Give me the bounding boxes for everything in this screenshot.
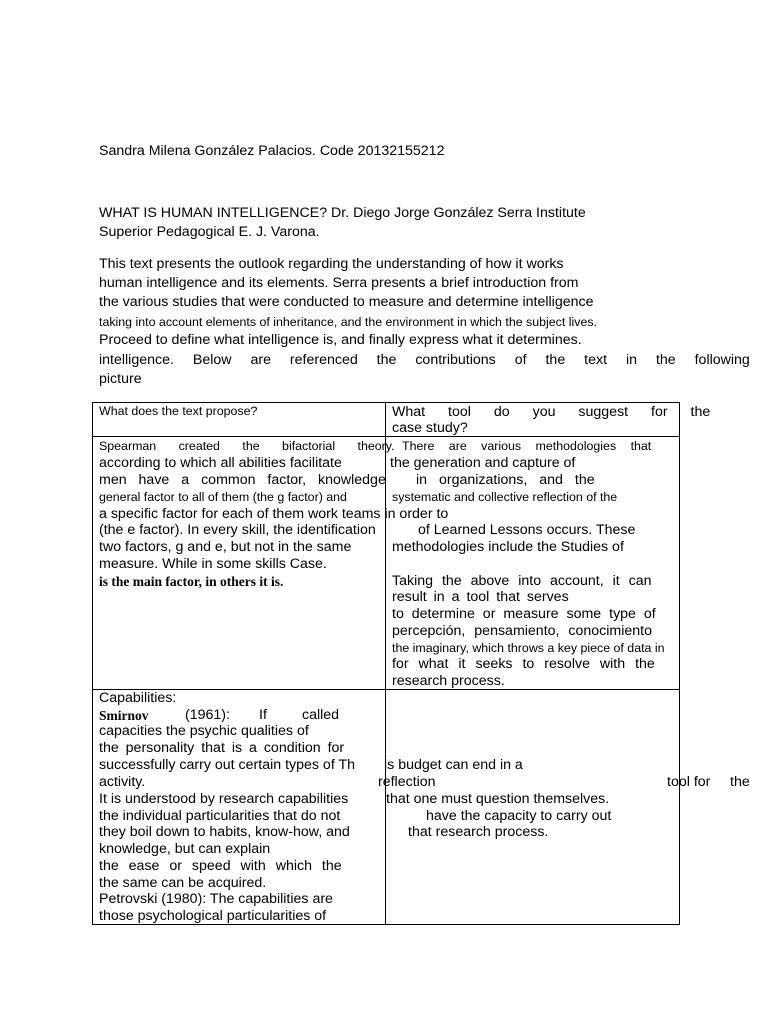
row1-left-line: according to which all abilities facilitate (99, 455, 342, 471)
intro-line: human intelligence and its elements. Serra presents a brief introduction from (99, 275, 579, 291)
row1-right-line: result in a tool that serves (392, 589, 569, 605)
intro-line-justified (99, 352, 750, 369)
row2-right-line: is budget can end in a (384, 757, 523, 773)
row1-left-line: measure. While in some skills Case. (99, 556, 327, 572)
row1-right-line: the generation and capture of (390, 455, 576, 471)
row2-right-line: have the capacity to carry out (426, 808, 612, 824)
row2-right-word: tool for (667, 774, 711, 790)
row1-right-line: There are various methodologies that (402, 439, 652, 453)
row1-right-line: Taking the above into account, it can (392, 573, 652, 589)
row1-left-line: general factor to all of them (the g factor) and (99, 490, 347, 504)
intro-line: Proceed to define what intelligence is, and finally express what it determines. (99, 332, 582, 348)
intro-line: the various studies that were conducted to measure and determine intelligence (99, 294, 594, 310)
row2-left-line: successfully carry out certain types of Th (99, 757, 356, 773)
table-border-left (92, 402, 93, 925)
table-header-left: What does the text propose? (99, 404, 258, 418)
heading-line-1: WHAT IS HUMAN INTELLIGENCE? Dr. Diego Jorge González Serra Institute (99, 205, 586, 221)
row1-right-line: of Learned Lessons occurs. These (418, 522, 636, 538)
intro-line: picture (99, 371, 142, 387)
row1-left-line: two factors, g and e, but not in the same (99, 539, 352, 555)
row1-left-line: Spearman created the bifactorial theory. (99, 439, 395, 453)
intro-line: taking into account elements of inheritance, and the environment in which the subject lives. (99, 315, 597, 329)
intro-text: This text presents the outlook regarding the understanding of how it works (99, 256, 564, 272)
row1-left-line: a specific factor for each of them work teams in order to (99, 506, 449, 522)
row1-right-line: to determine or measure some type of (392, 606, 656, 622)
row2-left-line: the personality that is a condition for (99, 740, 345, 756)
row1-left-line: (the e factor). In every skill, the identification (99, 522, 376, 538)
row2-left-line: the individual particularities that do not (99, 808, 341, 824)
row2-left-line: the same can be acquired. (99, 875, 267, 891)
row2-left-line: capacities the psychic qualities of (99, 723, 309, 739)
row2-left-word: If (259, 707, 267, 723)
heading-line-2: Superior Pedagogical E. J. Varona. (99, 224, 320, 240)
row1-right-line: in organizations, and the (416, 472, 595, 488)
row1-right-line: for what it seeks to resolve with the (392, 656, 655, 672)
row2-left-line: knowledge, but can explain (99, 841, 271, 857)
row2-left-line: they boil down to habits, know-how, and (99, 824, 350, 840)
row2-left-line: It is understood by research capabilities (99, 791, 349, 807)
row2-left-word: called (302, 707, 340, 723)
row2-left-line: activity. (99, 774, 146, 790)
author-line: Sandra Milena González Palacios. Code 20132155212 (99, 143, 445, 159)
row1-right-line: systematic and collective reflection of the (392, 490, 618, 504)
row1-right-line: the imaginary, which throws a key piece of data in (392, 641, 665, 655)
table-border-right (679, 402, 680, 925)
row2-left-word: (1961): (185, 707, 230, 723)
smirnov-name: Smirnov (99, 708, 149, 723)
row2-left-line: Capabilities: (99, 690, 177, 706)
row1-right-line: research process. (392, 673, 505, 689)
row2-right-line: that research process. (408, 824, 549, 840)
row1-left-line: men have a common factor, knowledge (99, 472, 386, 488)
row2-right-word: the (730, 774, 750, 790)
table-header-right-1: What tool do you suggest for the (392, 404, 711, 420)
row2-right-word: reflection (378, 774, 436, 790)
table-border-row1 (92, 436, 680, 437)
row1-right-line: methodologies include the Studies of (392, 539, 624, 555)
row2-right-line: that one must question themselves. (386, 791, 610, 807)
intro-line (99, 256, 616, 273)
table-border-row2 (92, 689, 680, 690)
row1-right-line: percepción, pensamiento, conocimiento (392, 623, 653, 639)
table-header-right-2: case study? (392, 420, 468, 436)
row2-left-line: Petrovski (1980): The capabilities are (99, 891, 333, 907)
intro-text: intelligence. Below are referenced the contributions of the text in the following (99, 352, 750, 368)
row2-left-line: those psychological particularities of (99, 908, 327, 924)
row1-left-line: is the main factor, in others it is. (99, 574, 284, 589)
row2-left-line: the ease or speed with which the (99, 858, 342, 874)
